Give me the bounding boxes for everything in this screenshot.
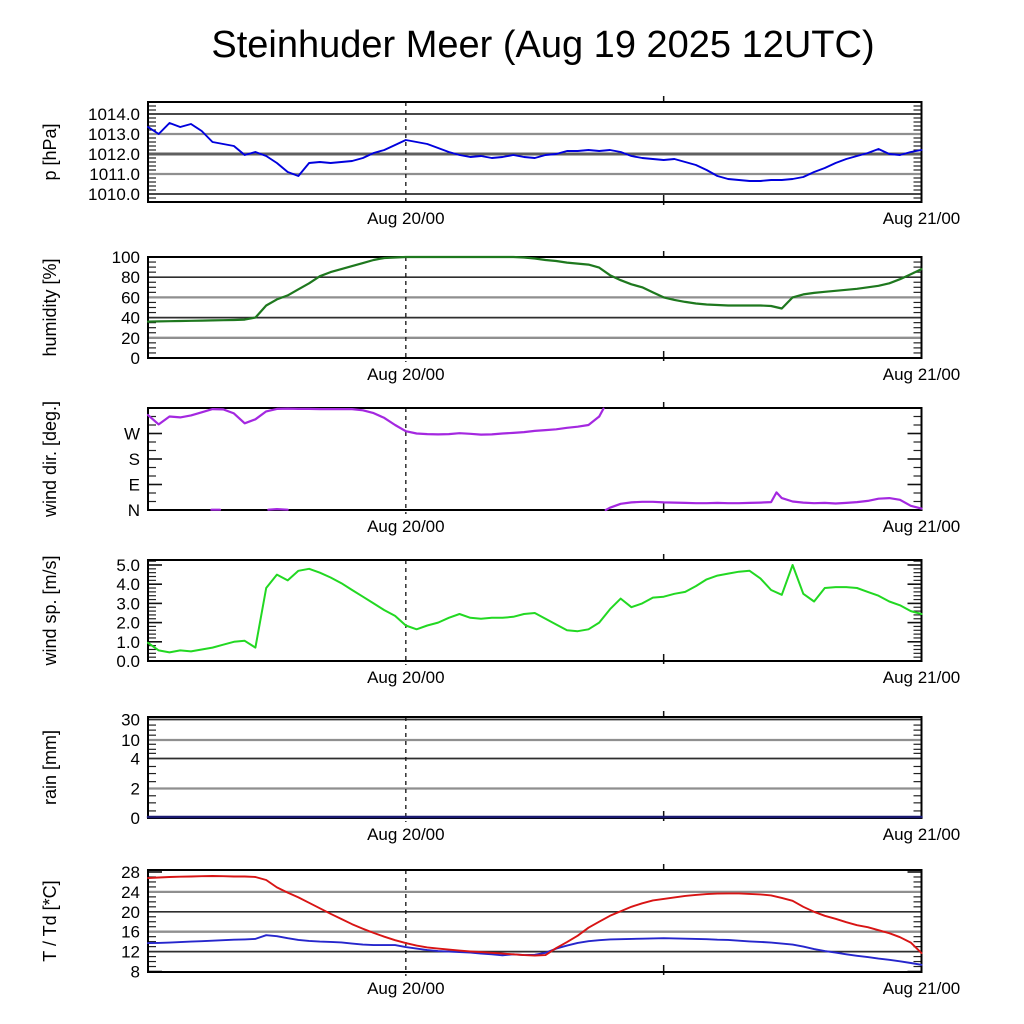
- panel-temperature: [40, 863, 960, 998]
- pressure-ytick-label: 1014.0: [88, 105, 140, 124]
- wind-speed-axis-title: wind sp. [m/s]: [40, 555, 60, 666]
- temperature-xtick-label: Aug 21/00: [882, 979, 961, 998]
- wind-speed-xtick-label: Aug 21/00: [882, 668, 961, 687]
- wind-speed-ytick-label: 1.0: [116, 632, 140, 652]
- pressure-ytick-label: 1012.0: [88, 145, 140, 164]
- wind-direction-xtick-label: Aug 21/00: [882, 517, 961, 536]
- temperature-axis-title: T / Td [*C]: [40, 880, 60, 962]
- pressure-axis-title: p [hPa]: [40, 123, 60, 181]
- humidity-xtick-label: Aug 21/00: [882, 365, 961, 384]
- dew-point-line: [148, 935, 922, 965]
- temperature-line: [148, 876, 922, 956]
- temperature-ytick-label: 24: [121, 882, 140, 902]
- humidity-ytick-label: 0: [130, 349, 140, 368]
- wind-speed-xtick-label: Aug 20/00: [367, 668, 445, 687]
- rain-ytick-label: 10: [121, 731, 140, 751]
- temperature-border: [148, 870, 922, 972]
- wind-direction-ytick-label: W: [123, 424, 140, 444]
- rain-ytick-label: 0: [130, 809, 140, 828]
- humidity-xtick-label: Aug 20/00: [367, 365, 445, 384]
- pressure-xtick-label: Aug 20/00: [367, 209, 445, 228]
- rain-axis-title: rain [mm]: [40, 729, 60, 806]
- panel-wind-speed: [40, 554, 960, 687]
- pressure-line: [148, 123, 922, 181]
- rain-ytick-label: 30: [121, 710, 140, 730]
- panel-humidity: [40, 248, 960, 384]
- relative-humidity-line: [148, 257, 922, 322]
- temperature-xtick-label: Aug 20/00: [367, 979, 445, 998]
- wind-direction-xtick-label: Aug 20/00: [367, 517, 445, 536]
- rain-xtick-label: Aug 20/00: [367, 825, 445, 844]
- panel-pressure: [40, 96, 960, 228]
- pressure-ytick-label: 1013.0: [88, 125, 140, 144]
- humidity-ytick-label: 100: [111, 248, 140, 267]
- temperature-ytick-label: 8: [130, 962, 140, 982]
- rain-border: [148, 717, 922, 818]
- wind-direction-ytick-label: E: [128, 475, 140, 495]
- humidity-ytick-label: 40: [121, 308, 140, 328]
- chart-title: Steinhuder Meer (Aug 19 2025 12UTC): [211, 24, 875, 66]
- wind-speed-ytick-label: 5.0: [116, 555, 140, 575]
- pressure-xtick-label: Aug 21/00: [882, 209, 961, 228]
- wind-direction-north-blip-2-line: [268, 509, 287, 510]
- wind-direction-border: [148, 408, 922, 510]
- humidity-ytick-label: 60: [121, 288, 140, 308]
- humidity-axis-title: humidity [%]: [40, 258, 60, 357]
- rain-ytick-label: 4: [130, 749, 140, 769]
- pressure-ytick-label: 1011.0: [89, 165, 140, 184]
- pressure-ytick-label: 1010.0: [88, 185, 140, 204]
- humidity-ytick-label: 20: [121, 328, 140, 348]
- wind-speed-ytick-label: 0.0: [116, 652, 140, 671]
- wind-speed-ytick-label: 3.0: [116, 594, 140, 614]
- wind-direction-ytick-label: N: [127, 501, 140, 520]
- temperature-ytick-label: 20: [121, 902, 140, 922]
- temperature-ytick-label: 28: [121, 862, 140, 882]
- wind-direction-ytick-label: S: [128, 450, 140, 469]
- wind-direction-wrap-tail-line: [599, 409, 603, 417]
- temperature-ytick-label: 16: [121, 922, 140, 942]
- wind-speed-border: [148, 560, 922, 661]
- humidity-ytick-label: 80: [121, 268, 140, 288]
- wind-direction-west-segment-line: [148, 409, 599, 435]
- rain-ytick-label: 2: [130, 779, 140, 799]
- temperature-ytick-label: 12: [121, 942, 140, 962]
- wind-direction-north-segment-line: [606, 492, 922, 510]
- panel-wind-direction: [40, 401, 960, 536]
- panel-rain: [40, 711, 960, 844]
- rain-xtick-label: Aug 21/00: [882, 825, 961, 844]
- wind-direction-axis-title: wind dir. [deg.]: [40, 400, 60, 518]
- wind-speed-line: [148, 565, 922, 652]
- wind-speed-ytick-label: 4.0: [116, 575, 140, 595]
- wind-speed-ytick-label: 2.0: [116, 613, 140, 633]
- pressure-border: [148, 102, 922, 202]
